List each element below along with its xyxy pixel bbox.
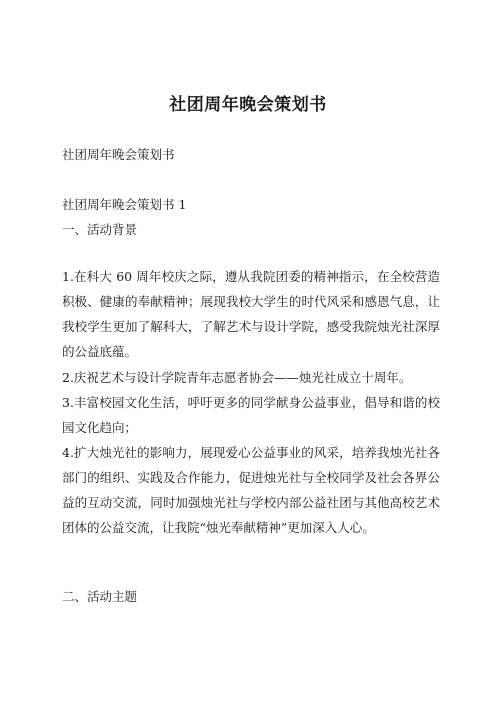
section-title: 社团周年晚会策划书 1 — [62, 197, 187, 212]
paragraph-2: 2.庆祝艺术与设计学院青年志愿者协会——烛光社成立十周年。 — [62, 370, 412, 385]
document-subtitle: 社团周年晚会策划书 — [62, 147, 175, 162]
document-title: 社团周年晚会策划书 — [169, 95, 327, 115]
paragraph-4: 4.扩大烛光社的影响力，展现爱心公益事业的风采，培养我烛光社各部门的组织、实践及合作能力，促进烛光社与全校同学及社会各界公益的互动交流，同时加强烛光社与学校内部公益社团与其他高校艺术团体的公益交流，让我院“烛光奉献精神”更加深入人心。 — [62, 445, 440, 535]
paragraph-1: 1.在科大 60 周年校庆之际，遵从我院团委的精神指示，在全校营造积极、健康的奉献精神；展现我校大学生的时代风采和感恩气息，让我校学生更加了解科大，了解艺术与设计学院，感受我院烛光社深厚的公益底蕴。 — [62, 269, 440, 359]
heading-background: 一、活动背景 — [62, 222, 138, 237]
paragraph-3: 3.丰富校园文化生活，呼吁更多的同学献身公益事业，倡导和谐的校园文化趋向； — [62, 395, 440, 435]
heading-theme: 二、活动主题 — [62, 589, 138, 604]
